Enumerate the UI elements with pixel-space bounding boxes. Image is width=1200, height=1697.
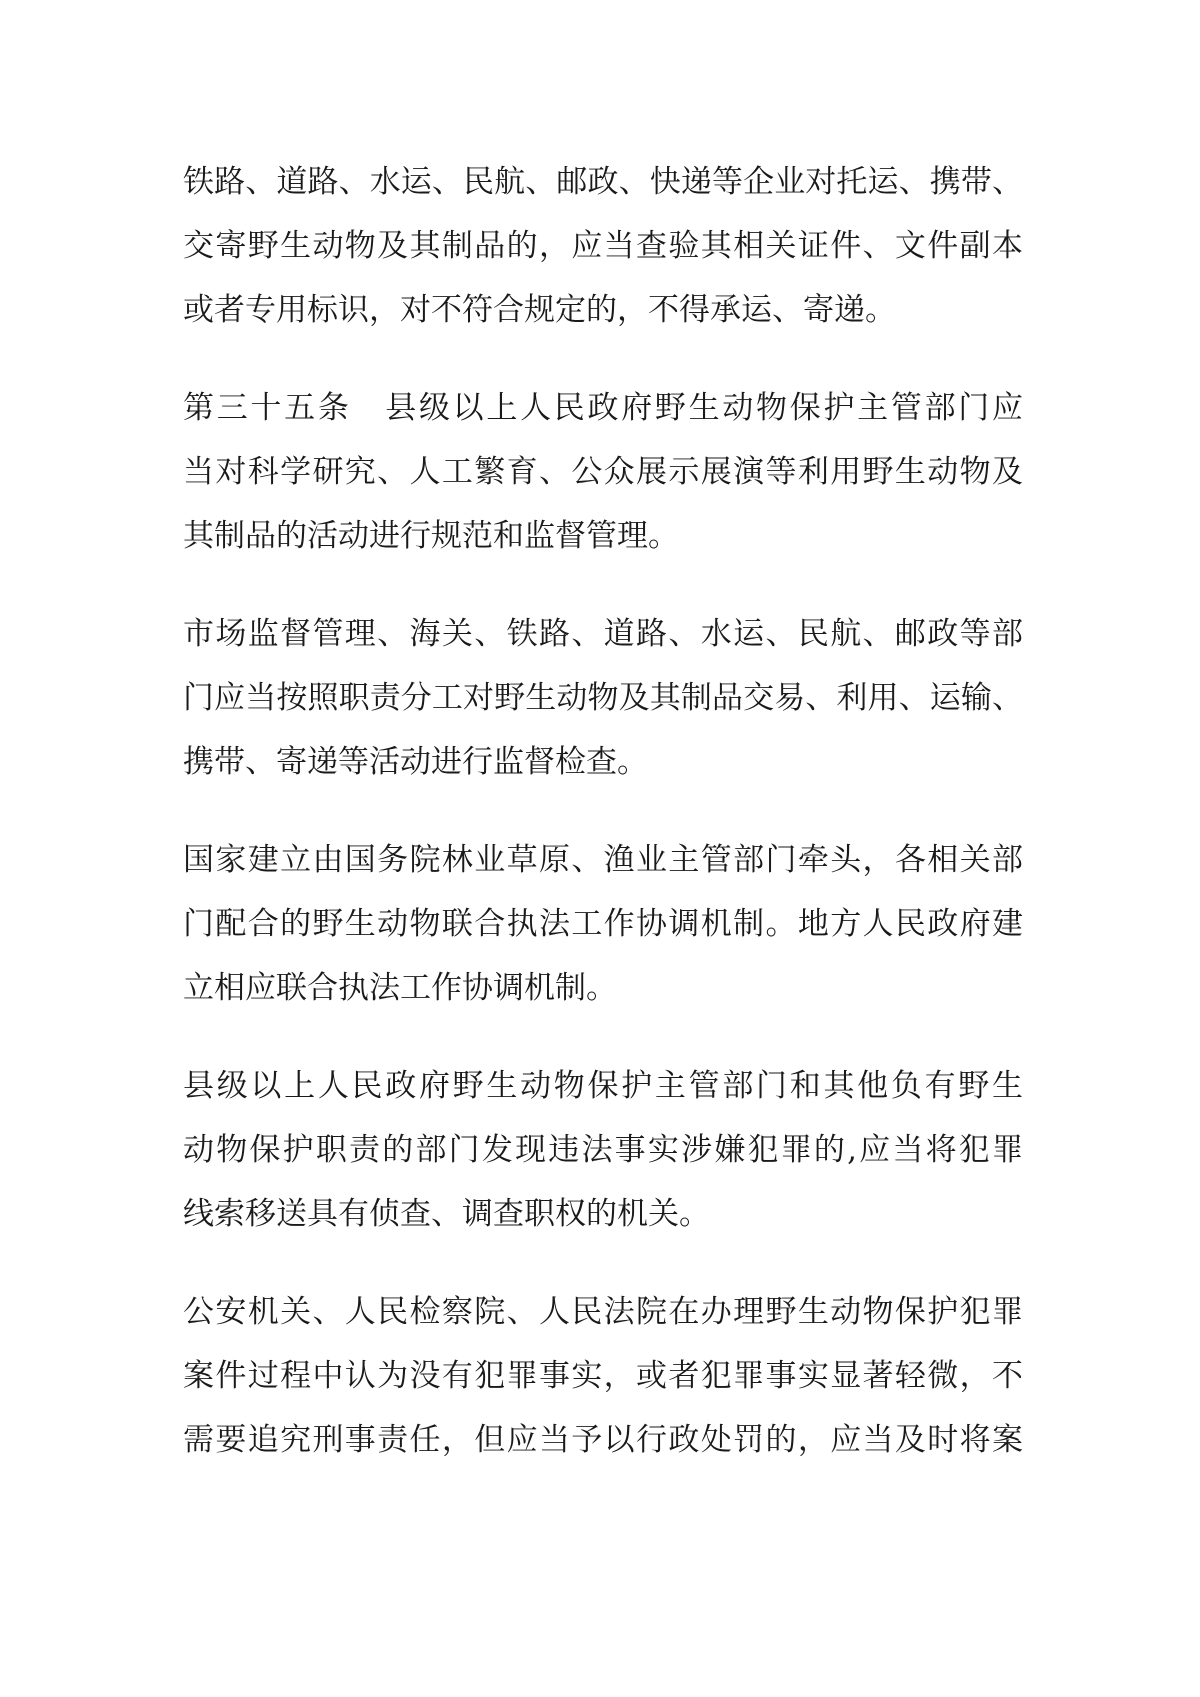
text-line: 或者专用标识，对不符合规定的，不得承运、寄递。 [183, 292, 896, 328]
text-line: 需要追究刑事责任，但应当予以行政处罚的，应当及时将案 [183, 1422, 1023, 1458]
text-line: 线索移送具有侦查、调查职权的机关。 [183, 1196, 710, 1232]
paragraph-judicial-transfer [183, 1280, 1023, 1472]
document-body [183, 150, 1023, 1506]
text-line: 县级以上人民政府野生动物保护主管部门和其他负有野生 [183, 1068, 1023, 1104]
text-line: 立相应联合执法工作协调机制。 [183, 970, 617, 1006]
text-line: 市场监督管理、海关、铁路、道路、水运、民航、邮政等部 [183, 616, 1023, 652]
text-line: 案件过程中认为没有犯罪事实，或者犯罪事实显著轻微，不 [183, 1358, 1023, 1394]
text-line: 公安机关、人民检察院、人民法院在办理野生动物保护犯罪 [183, 1294, 1023, 1330]
text-line: 国家建立由国务院林业草原、渔业主管部门牵头，各相关部 [183, 842, 1023, 878]
text-line: 当对科学研究、人工繁育、公众展示展演等利用野生动物及 [183, 454, 1023, 490]
paragraph-article-35 [183, 376, 1023, 568]
text-line: 门应当按照职责分工对野生动物及其制品交易、利用、运输、 [183, 680, 1023, 716]
text-line: 铁路、道路、水运、民航、邮政、快递等企业对托运、携带、 [183, 164, 1023, 200]
text-line: 第三十五条 县级以上人民政府野生动物保护主管部门应 [183, 390, 1023, 426]
paragraph-market-supervision [183, 602, 1023, 794]
text-line: 门配合的野生动物联合执法工作协调机制。地方人民政府建 [183, 906, 1023, 942]
text-line: 交寄野生动物及其制品的，应当查验其相关证件、文件副本 [183, 228, 1023, 264]
text-line: 携带、寄递等活动进行监督检查。 [183, 744, 648, 780]
text-line: 其制品的活动进行规范和监督管理。 [183, 518, 679, 554]
paragraph-transport-inspection [183, 150, 1023, 342]
text-line: 动物保护职责的部门发现违法事实涉嫌犯罪的,应当将犯罪 [183, 1132, 1023, 1168]
paragraph-crime-referral [183, 1054, 1023, 1246]
paragraph-joint-enforcement [183, 828, 1023, 1020]
